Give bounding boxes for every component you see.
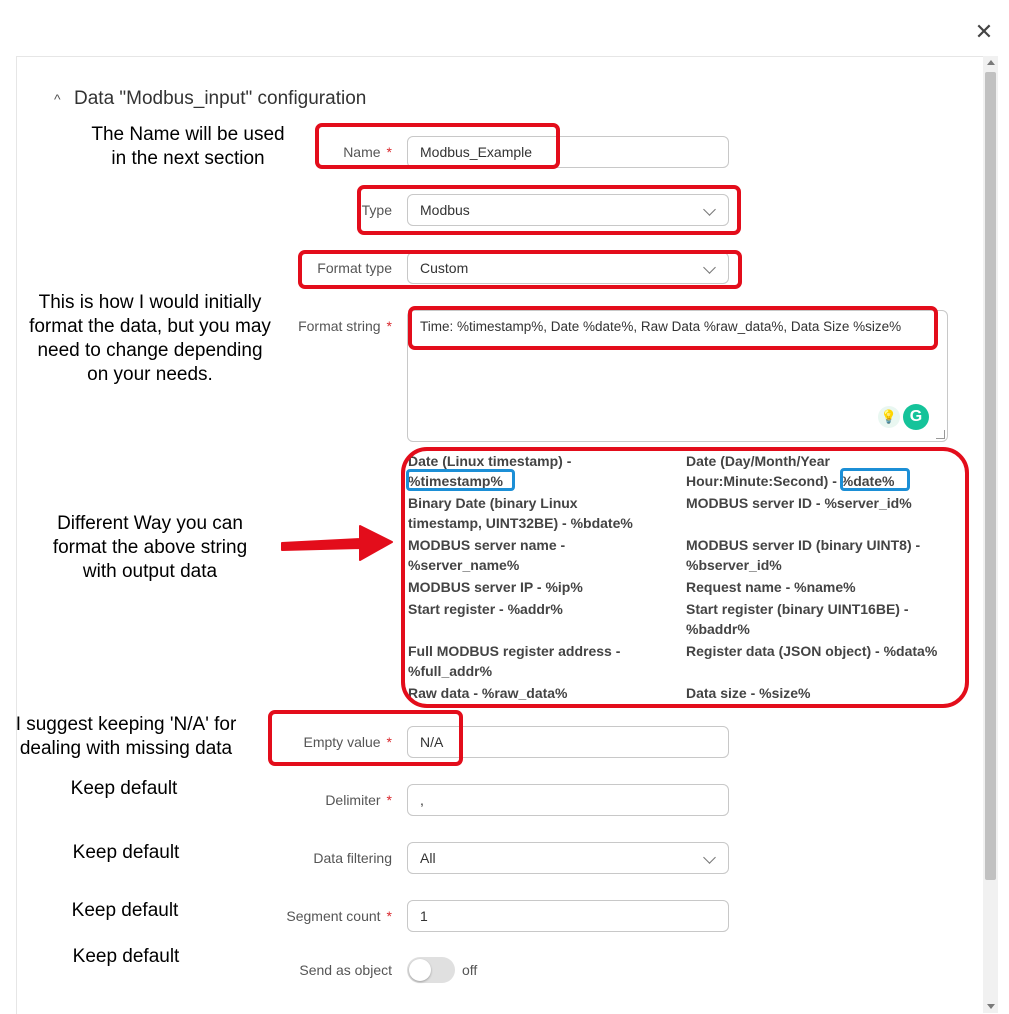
send-as-object-toggle[interactable] <box>407 957 455 983</box>
hint-date-line2: Hour:Minute:Second) - %date% <box>686 473 895 489</box>
hint-baddr-line2: %baddr% <box>686 621 750 637</box>
toggle-knob <box>409 959 431 981</box>
format-string-label: Format string * <box>298 318 392 334</box>
hint-full-addr-line2: %full_addr% <box>408 663 493 679</box>
scrollbar[interactable] <box>983 56 998 1013</box>
hint-ip: MODBUS server IP - %ip% <box>408 579 583 595</box>
data-filtering-select[interactable]: All <box>407 842 729 874</box>
chevron-down-icon <box>703 203 716 216</box>
annotation-keep-default-object: Keep default <box>72 946 180 967</box>
lightbulb-icon[interactable]: 💡 <box>878 406 900 428</box>
annotation-format-line4: on your needs. <box>87 364 213 385</box>
hint-size: Data size - %size% <box>686 685 811 701</box>
grammarly-icon[interactable]: G <box>903 404 929 430</box>
data-filtering-label: Data filtering <box>313 850 392 866</box>
hint-addr: Start register - %addr% <box>408 601 563 617</box>
resize-handle[interactable] <box>936 430 945 439</box>
hint-bdate-line2: timestamp, UINT32BE) - %bdate% <box>408 515 633 531</box>
empty-value-input[interactable]: N/A <box>407 726 729 758</box>
hint-raw-data: Raw data - %raw_data% <box>408 685 568 701</box>
annotation-keep-default-segment: Keep default <box>71 900 179 921</box>
annotation-format-line2: format the data, but you may <box>29 316 271 337</box>
hint-server-id: MODBUS server ID - %server_id% <box>686 495 912 511</box>
hint-name: Request name - %name% <box>686 579 856 595</box>
annotation-keep-default-delimiter: Keep default <box>70 778 178 799</box>
hint-timestamp-line1: Date (Linux timestamp) - <box>408 453 572 469</box>
hint-baddr-line1: Start register (binary UINT16BE) - <box>686 601 909 617</box>
annotation-ways-line2: format the above string <box>52 537 248 558</box>
scroll-down-icon[interactable] <box>987 1004 995 1009</box>
annotation-format-line3: need to change depending <box>37 340 263 361</box>
chevron-up-icon[interactable]: ^ <box>54 91 61 107</box>
hint-bserver-id-line2: %bserver_id% <box>686 557 782 573</box>
toggle-state: off <box>462 962 478 978</box>
hint-server-name-line2: %server_name% <box>408 557 520 573</box>
format-type-label: Format type <box>317 260 392 276</box>
hint-bserver-id-line1: MODBUS server ID (binary UINT8) - <box>686 537 921 553</box>
hint-data: Register data (JSON object) - %data% <box>686 643 938 659</box>
format-type-select[interactable]: Custom <box>407 252 729 284</box>
hint-timestamp-line2: %timestamp% <box>408 473 503 489</box>
type-select[interactable]: Modbus <box>407 194 729 226</box>
hint-date-line1: Date (Day/Month/Year <box>686 453 830 469</box>
send-as-object-label: Send as object <box>299 962 392 978</box>
segment-count-input[interactable]: 1 <box>407 900 729 932</box>
annotation-keep-default-filtering: Keep default <box>72 842 180 863</box>
scrollbar-thumb[interactable] <box>985 72 996 880</box>
scroll-up-icon[interactable] <box>987 60 995 65</box>
chevron-down-icon <box>703 851 716 864</box>
section-title: Data "Modbus_input" configuration <box>74 88 367 109</box>
delimiter-label: Delimiter * <box>325 792 392 808</box>
annotation-ways-line1: Different Way you can <box>57 513 243 534</box>
annotation-empty-line1: I suggest keeping 'N/A' for <box>15 714 237 735</box>
format-string-value: Time: %timestamp%, Date %date%, Raw Data %raw_data%, Data Size %size% <box>420 319 902 334</box>
annotation-name-line1: The Name will be used <box>91 124 285 145</box>
hint-bdate-line1: Binary Date (binary Linux <box>408 495 578 511</box>
hint-server-name-line1: MODBUS server name - <box>408 537 566 553</box>
annotation-ways-line3: with output data <box>82 561 218 582</box>
name-label: Name * <box>343 144 392 160</box>
annotation-empty-line2: dealing with missing data <box>19 738 233 759</box>
name-input[interactable]: Modbus_Example <box>407 136 729 168</box>
chevron-down-icon <box>703 261 716 274</box>
annotation-name-line2: in the next section <box>111 148 265 169</box>
annotation-format-line1: This is how I would initially <box>38 292 262 313</box>
segment-count-label: Segment count * <box>286 908 392 924</box>
close-icon[interactable]: ✕ <box>974 19 994 44</box>
hint-full-addr-line1: Full MODBUS register address - <box>408 643 621 659</box>
section-header[interactable] <box>54 88 366 110</box>
arrow-annotation <box>278 520 398 566</box>
format-string-textarea[interactable] <box>407 310 948 442</box>
delimiter-input[interactable]: , <box>407 784 729 816</box>
empty-value-label: Empty value * <box>303 734 392 750</box>
type-label: Type <box>361 202 392 218</box>
